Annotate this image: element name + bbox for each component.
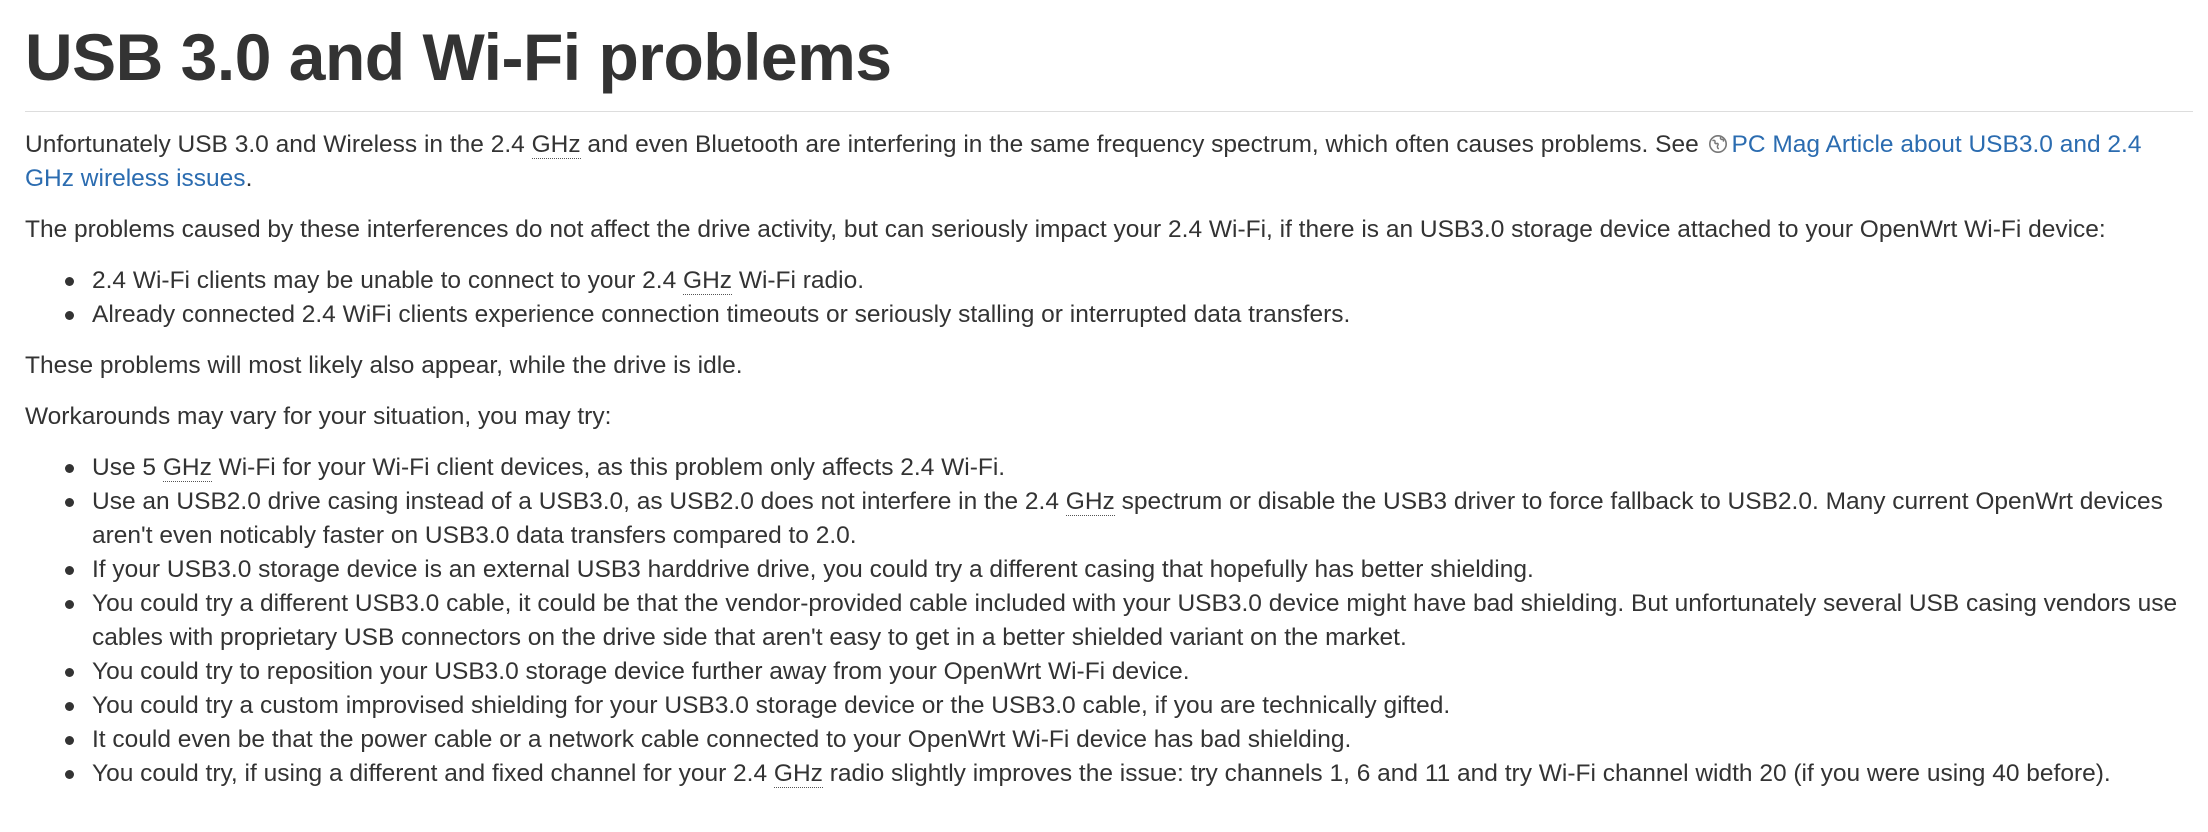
list-item <box>92 689 2193 723</box>
list-item <box>92 553 2193 587</box>
globe-icon <box>1708 134 1728 154</box>
list-item-text: If your USB3.0 storage device is an external USB3 harddrive drive, you could try a different casing that hopefully has better shielding. <box>92 556 1534 583</box>
list-item-text: radio slightly improves the issue: try channels 1, 6 and 11 and try Wi-Fi channel width 20 (if you were using 40 before). <box>822 760 2111 787</box>
list-item <box>92 485 2193 553</box>
list-item <box>92 587 2193 655</box>
list-item <box>92 655 2193 689</box>
workarounds-intro: Workarounds may vary for your situation, you may try: <box>25 403 612 430</box>
ghz-abbr: GHz <box>683 267 733 294</box>
intro-text-1: Unfortunately USB 3.0 and Wireless in the 2.4 <box>25 131 532 158</box>
list-item-text: spectrum or disable the USB3 driver to force fallback to USB2.0. Many current OpenWrt devices aren't even noticably faster on USB3.0 data transfers compared to 2.0. <box>92 488 2163 549</box>
intro-text-3: . <box>245 165 253 192</box>
list-item-text: It could even be that the power cable or a network cable connected to your OpenWrt Wi-Fi device has bad shielding. <box>92 726 1352 753</box>
problems-list <box>25 264 2193 332</box>
page-title: USB 3.0 and Wi-Fi problems <box>25 0 2193 112</box>
list-item <box>92 264 2193 298</box>
list-item-text: You could try, if using a different and fixed channel for your 2.4 <box>92 760 774 787</box>
list-item <box>92 723 2193 757</box>
list-item <box>92 757 2193 791</box>
list-item-text: 2.4 Wi-Fi clients may be unable to connect to your 2.4 <box>92 267 684 294</box>
list-item <box>92 298 2193 332</box>
list-item-text: You could try a custom improvised shielding for your USB3.0 storage device or the USB3.0 cable, if you are technically gifted. <box>92 692 1451 719</box>
list-item-text: Wi-Fi radio. <box>732 267 865 294</box>
intro-paragraph <box>25 128 2193 196</box>
list-item-text: You could try a different USB3.0 cable, it could be that the vendor-provided cable included with your USB3.0 device might have bad shielding. But unfortunately several USB casing vendors use cables with proprietary USB connectors on the drive side that aren't easy to get in a better shielded variant on the market. <box>92 590 2178 651</box>
list-item-text: Wi-Fi for your Wi-Fi client devices, as this problem only affects 2.4 Wi-Fi. <box>211 454 1006 481</box>
ghz-abbr: GHz <box>1065 488 1115 515</box>
list-item-text: Use 5 <box>92 454 163 481</box>
idle-note: These problems will most likely also appear, while the drive is idle. <box>25 352 743 379</box>
ghz-abbr: GHz <box>773 760 823 787</box>
list-item-text: You could try to reposition your USB3.0 storage device further away from your OpenWrt Wi-Fi device. <box>92 658 1190 685</box>
ghz-abbr: GHz <box>162 454 212 481</box>
intro-text-2: and even Bluetooth are interfering in the same frequency spectrum, which often causes problems. See <box>580 131 1706 158</box>
link-label[interactable]: PC Mag Article about USB3.0 and 2.4 GHz wireless issues <box>25 131 2142 192</box>
ghz-abbr: GHz <box>531 131 581 158</box>
list-item-text: Use an USB2.0 drive casing instead of a USB3.0, as USB2.0 does not interfere in the 2.4 <box>92 488 1066 515</box>
workarounds-list <box>25 451 2193 791</box>
list-item-text: Already connected 2.4 WiFi clients experience connection timeouts or seriously stalling or interrupted data transfers. <box>92 301 1351 328</box>
list-item <box>92 451 2193 485</box>
problems-intro: The problems caused by these interferences do not affect the drive activity, but can seriously impact your 2.4 Wi-Fi, if there is an USB3.0 storage device attached to your OpenWrt Wi-Fi device: <box>25 216 2106 243</box>
